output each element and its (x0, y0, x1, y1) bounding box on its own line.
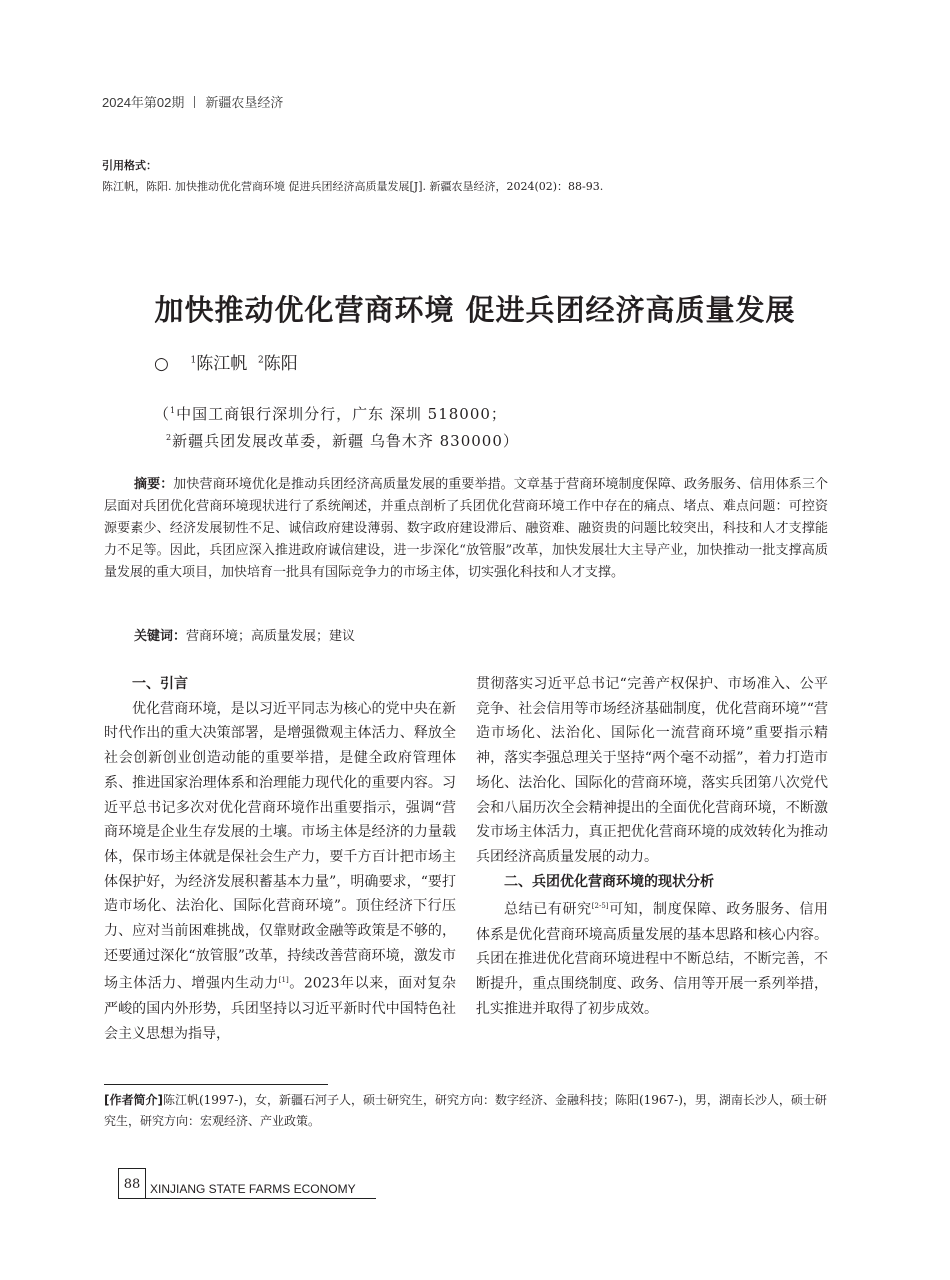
status-text-a: 总结已有研究 (504, 901, 592, 918)
aff1-sup: 1 (170, 406, 177, 415)
abstract (104, 474, 828, 584)
aff-open-paren: （ (154, 405, 171, 423)
page-number: 88 (118, 1168, 146, 1199)
author-marker: ○ (154, 354, 169, 374)
ref-1: [1] (278, 976, 289, 985)
section-heading-1: 一、引言 (132, 676, 188, 692)
author-note-text: 陈江帆(1997-)，女，新疆石河子人，硕士研究生，研究方向：数字经济、金融科技；陈阳(1967-)，男，湖南长沙人，硕士研究生，研究方向：宏观经济、产业政策。 (104, 1093, 827, 1128)
citation-label: 引用格式： (102, 159, 157, 172)
footnote-rule (104, 1084, 328, 1085)
ref-2: [2-5] (591, 902, 609, 911)
intro-text-b: 。2023年以来，面对复杂严峻的国内外形势，兵团坚持以习近平新时代中国特色社会主义思想为指导， (104, 976, 457, 1042)
author-note (104, 1090, 828, 1132)
issue-label: 2024年第02期 (102, 95, 185, 110)
abstract-label: 摘要： (134, 477, 174, 492)
aff2-sup: 2 (166, 433, 173, 442)
status-text-b: 可知，制度保障、政务服务、信用体系是优化营商环境高质量发展的基本思路和核心内容。兵团在推进优化营商环境进程中不断总结，不断完善，不断提升，重点围绕制度、政务、信用等开展一系列举措，扎实推进并取得了初步成效。 (476, 901, 829, 1017)
abstract-text: 加快营商环境优化是推动兵团经济高质量发展的重要举措。文章基于营商环境制度保障、政务服务、信用体系三个层面对兵团优化营商环境现状进行了系统阐述，并重点剖析了兵团优化营商环境工作中存在的痛点、堵点、难点问题：可控资源要素少、经济发展韧性不足、诚信政府建设薄弱、数字政府建设滞后、融资难、融资贵的问题比较突出，科技和人才支撑能力不足等。因此，兵团应深入推进政府诚信建设，进一步深化“放管服”改革，加快发展壮大主导产业，加快推动一批支撑高质量发展的重大项目，加快培育一批具有国际竞争力的市场主体，切实强化科技和人才支撑。 (104, 477, 828, 580)
author-line (154, 349, 298, 374)
keywords (134, 625, 355, 644)
author1-name: 陈江帆 (196, 354, 248, 374)
intro-paragraph (104, 697, 456, 1047)
header-divider (194, 96, 195, 108)
author2-name: 陈阳 (263, 354, 298, 374)
section-heading-2: 二、兵团优化营商环境的现状分析 (504, 873, 714, 890)
article-title: 加快推动优化营商环境 促进兵团经济高质量发展 (154, 293, 796, 327)
journal-name: 新疆农垦经济 (205, 95, 284, 110)
author1-sup: 1 (190, 355, 197, 366)
intro-paragraph-continued: 贯彻落实习近平总书记“完善产权保护、市场准入、公平竞争、社会信用等市场经济基础制度，优化营商环境”“营造市场化、法治化、国际化一流营商环境”重要指示精神，落实李强总理关于坚持“两个毫不动摇”，着力打造市场化、法治化、国际化的营商环境，落实兵团第八次党代会和八届历次全会精神提出的全面优化营商环境，不断激发市场主体活力，真正把优化营商环境的成效转化为推动兵团经济高质量发展的动力。 (476, 676, 828, 865)
journal-english-name: XINJIANG STATE FARMS ECONOMY (150, 1182, 356, 1196)
aff1-text: 中国工商银行深圳分行，广东 深圳 518000； (176, 405, 507, 423)
affiliation-1 (154, 403, 507, 424)
affiliation-2 (166, 430, 519, 451)
left-column (104, 672, 456, 1046)
author2-sup: 2 (258, 355, 264, 366)
keywords-text: 营商环境；高质量发展；建议 (186, 629, 356, 644)
status-paragraph (476, 894, 828, 1021)
running-header (102, 92, 283, 111)
intro-text-a: 优化营商环境，是以习近平同志为核心的党中央在新时代作出的重大决策部署，是增强微观主体活力、释放全社会创新创业创造动能的重要举措，是健全政府管理体系、推进国家治理体系和治理能力现代化的重要内容。习近平总书记多次对优化营商环境作出重要指示，强调“营商环境是企业生存发展的土壤。市场主体是经济的力量载体，保市场主体就是保社会生产力，要千方百计把市场主体保护好，为经济发展积蓄基本力量”，明确要求，“要打造市场化、法治化、国际化营商环境”。顶住经济下行压力、应对当前困难挑战，仅靠财政金融等政策是不够的，还要通过深化“放管服”改革，持续改善营商环境，激发市场主体活力、增强内生动力 (104, 700, 456, 993)
right-column (476, 672, 828, 1022)
keywords-label: 关键词： (134, 629, 187, 644)
aff2-text: 新疆兵团发展改革委，新疆 乌鲁木齐 830000） (172, 432, 519, 450)
citation-text: 陈江帆，陈阳. 加快推动优化营商环境 促进兵团经济高质量发展[J]. 新疆农垦经济，2024(02)：88-93. (102, 180, 604, 193)
author-note-label: [作者简介] (104, 1093, 163, 1107)
